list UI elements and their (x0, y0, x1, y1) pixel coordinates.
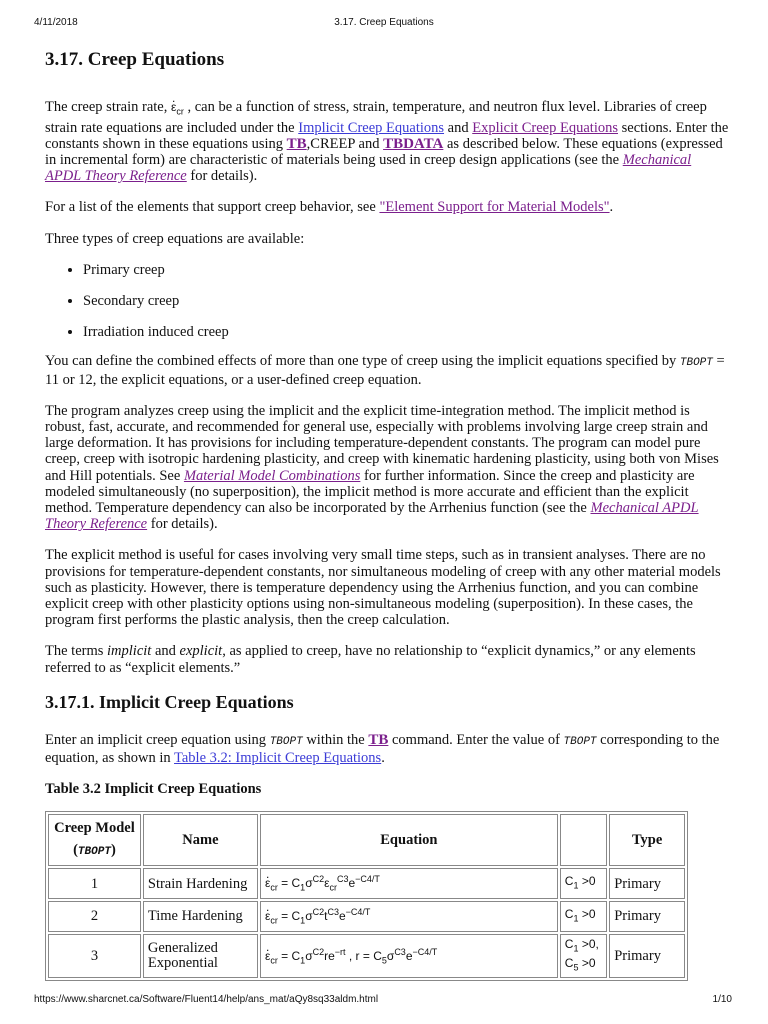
constant-condition: $C_1 >0$ (560, 868, 607, 899)
table-header-row (48, 814, 685, 866)
implicit-creep-table (45, 811, 688, 981)
constant-condition: $C_1 >0$ (560, 901, 607, 932)
print-date: 4/11/2018 (34, 17, 78, 28)
print-title: 3.17. Creep Equations (334, 17, 434, 28)
combined-paragraph: You can define the combined effects of more than one type of creep using the implicit equations specified by TBOPT = 11 or 12, the explicit equations, or a user-defined creep equation. (45, 353, 725, 388)
col-creep-model: Creep Model (TBOPT) (48, 814, 141, 866)
equation-strain-hardening: . $\varepsilon_{cr} = C_1\sigma^{C2}\varepsilon_{cr}^{C3}e^{-C4/T}$ (260, 868, 558, 899)
explicit-creep-link[interactable]: Explicit Creep Equations (472, 119, 618, 136)
intro-paragraph: The creep strain rate, . $\varepsilon_{cr}$ , can be a function of stress, strain, temperature, and neutron flux level. Libraries of creep strain rate equations are included under the Implicit Creep Equations and Explicit Creep Equations sections. Enter the constants shown in these equations using TB,CREEP and TBDATA as described below. These equations (expressed in incremental form) are characteristic of materials being used in creep design applications (see the Mechanical APDL Theory Reference for details). (45, 99, 730, 184)
tb-command-link[interactable]: TB (286, 135, 307, 152)
table-caption: Table 3.2 Implicit Creep Equations (45, 781, 262, 798)
equation-time-hardening: . $\varepsilon_{cr} = C_1\sigma^{C2}t^{C3}e^{-C4/T}$ (260, 901, 558, 932)
page-title: 3.17. Creep Equations (45, 49, 225, 70)
print-url: https://www.sharcnet.ca/Software/Fluent14/help/ans_mat/aQy8sq33aldm.html (34, 994, 379, 1005)
table-row: 2 Time Hardening . $\varepsilon_{cr} = C_1\sigma^{C2}t^{C3}e^{-C4/T}$ $C_1 >0$ Primary (48, 901, 685, 932)
terms-paragraph: The terms implicit and explicit, as applied to creep, have no relationship to “explicit dynamics,” or any elements referred to as “explicit elements.” (45, 643, 696, 676)
elements-paragraph: For a list of the elements that support creep behavior, see "Element Support for Material Models". (45, 199, 614, 216)
print-footer (0, 994, 768, 1008)
theory-reference-link-2[interactable]: Mechanical APDL Theory Reference (45, 500, 699, 533)
program-paragraph: The program analyzes creep using the implicit and the explicit time-integration method. The implicit method is robust, fast, accurate, and recommended for general use, especially with problems involving large creep strain and large deformation. It has provisions for including temperature-dependent constants. The program can model pure creep, creep with isotropic hardening plasticity, and creep with kinematic hardening plasticity, using both von Mises and Hill potentials. See Material Model Combinations for further information. Since the creep and plasticity are modeled simultaneously (no superposition), the implicit method is more accurate and efficient than the explicit method. Temperature dependency can also be incorporated by the Arrhenius function (see the Mechanical APDL Theory Reference for details). (45, 402, 719, 533)
element-support-link[interactable]: "Element Support for Material Models" (379, 199, 610, 216)
page-number: 1/10 (712, 994, 732, 1005)
tbopt-code: TBOPT (269, 735, 303, 748)
col-equation: Equation (260, 814, 558, 866)
document-content (45, 48, 730, 981)
implicit-creep-link[interactable]: Implicit Creep Equations (298, 119, 445, 136)
creep-strain-rate-symbol: . $\varepsilon_{cr}$ (171, 100, 184, 114)
tbopt-code: TBOPT (679, 357, 713, 370)
table-link[interactable]: Table 3.2: Implicit Creep Equations (174, 750, 382, 767)
list-item: • Irradiation induced creep (83, 324, 730, 340)
equation-generalized-exponential: . $\varepsilon_{cr} = C_1\sigma^{C2}re^{-rt}$ , $r = C_5\sigma^{C3}e^{-C4/T}$ (260, 934, 558, 979)
types-intro: Three types of creep equations are available: (45, 230, 305, 247)
explicit-paragraph: The explicit method is useful for cases involving very small time steps, such as in transient analyses. There are no provisions for temperature-dependent constants, nor simultaneous modeling of creep with any other material models such as plasticity. However, there is temperature dependency using the Arrhenius function, and you can combine explicit creep with other plasticity options using non-simultaneous modeling (superposition). In these cases, the program first performs the plastic analysis, then the creep calculation. (45, 547, 721, 629)
table-row: 1 Strain Hardening . $\varepsilon_{cr} = C_1\sigma^{C2}\varepsilon_{cr}^{C3}e^{-C4/T}$ $C_1 >0$ Primary (48, 868, 685, 899)
col-type: Type (609, 814, 685, 866)
tb-command-link-2[interactable]: TB (368, 731, 389, 748)
list-item: • Primary creep (83, 262, 730, 278)
constant-condition: $C_1 >0$, $C_5 >0$ (560, 934, 607, 979)
tbdata-command-link[interactable]: TBDATA (383, 135, 444, 152)
col-cond (560, 814, 607, 866)
section-paragraph: Enter an implicit creep equation using TBOPT within the TB command. Enter the value of TBOPT corresponding to the equation, as shown in Table 3.2: Implicit Creep Equations. (45, 731, 720, 767)
table-row: 3 Generalized Exponential . $\varepsilon_{cr} = C_1\sigma^{C2}re^{-rt}$ , $r = C_5\sigma^{C3}e^{-C4/T}$ $C_1 >0$, $C_5 >0$ Primary (48, 934, 685, 979)
section-title: 3.17.1. Implicit Creep Equations (45, 691, 294, 712)
print-header (0, 17, 768, 31)
theory-reference-link[interactable]: Mechanical APDL Theory Reference (45, 152, 692, 185)
tbopt-code: TBOPT (563, 735, 597, 748)
creep-types-list (45, 262, 730, 341)
material-model-combinations-link[interactable]: Material Model Combinations (183, 467, 361, 484)
list-item: • Secondary creep (83, 293, 730, 309)
col-name: Name (143, 814, 258, 866)
